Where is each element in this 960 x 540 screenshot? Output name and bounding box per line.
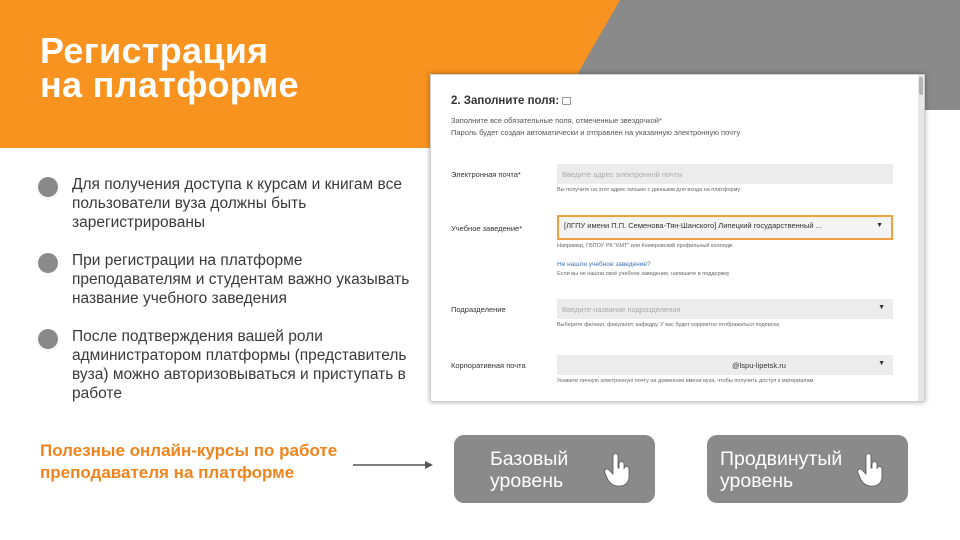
bullet-dot-icon — [38, 253, 58, 273]
corp-email-label: Корпоративная почта — [451, 361, 526, 370]
bullet-item: При регистрации на платформе преподавателям и студентам важно указывать название учебного заведения — [38, 251, 418, 308]
bullet-item: После подтверждения вашей роли администратором платформы (представитель вуза) можно авторизовываться и приступать в работе — [38, 327, 418, 403]
institution-help: Например, ГБПОУ РК "КМТ" или Кемеровский профильный колледж — [557, 243, 733, 249]
corp-email-help: Укажите личную электронную почту на доменном имени вуза, чтобы получить доступ к материалам — [557, 378, 814, 384]
department-label: Подразделение — [451, 305, 506, 314]
missing-institution-link[interactable]: Не нашли учебное заведение? — [557, 261, 651, 268]
institution-link-help: Если вы не нашли своё учебное заведение, напишите в поддержку — [557, 271, 730, 277]
registration-form-screenshot — [430, 74, 925, 402]
advanced-level-line-2: уровень — [720, 470, 794, 492]
help-icon — [562, 97, 571, 105]
form-note-2: Пароль будет создан автоматически и отправлен на указанную электронную почту — [451, 128, 741, 137]
bullet-dot-icon — [38, 177, 58, 197]
chevron-down-icon: ▼ — [878, 304, 885, 311]
title-line-1: Регистрация — [40, 30, 269, 71]
corp-email-select[interactable]: @lspu-lipetsk.ru ▼ — [557, 355, 893, 375]
email-field[interactable]: Введите адрес электронной почты — [557, 164, 893, 184]
pointing-hand-icon — [603, 453, 633, 487]
advanced-level-button[interactable] — [707, 435, 908, 503]
department-select[interactable]: Введите название подразделения ▼ — [557, 299, 893, 319]
institution-select[interactable]: [ЛГПУ имени П.П. Семенова-Тян-Шанского] Липецкий государственный ... ▼ — [557, 215, 893, 240]
department-help: Выберите филиал, факультет, кафедру. У вас будет корректно отображаться подписка — [557, 322, 780, 328]
bullet-item: Для получения доступа к курсам и книгам все пользователи вуза должны быть зарегистрированы — [38, 175, 418, 232]
page-title — [40, 30, 299, 105]
bullet-list — [38, 175, 418, 422]
title-line-2: на платформе — [40, 64, 299, 105]
email-label: Электронная почта* — [451, 170, 521, 179]
email-help: Вы получите на этот адрес письмо с данными для входа на платформу — [557, 187, 741, 193]
form-note-1: Заполните все обязательные поля, отмеченные звездочкой* — [451, 116, 662, 125]
bullet-dot-icon — [38, 329, 58, 349]
pointing-hand-icon — [856, 453, 886, 487]
arrow-right-icon — [353, 459, 433, 471]
basic-level-line-2: уровень — [490, 470, 564, 492]
scrollbar — [918, 75, 924, 401]
basic-level-line-1: Базовый — [490, 448, 569, 470]
useful-courses-text: Полезные онлайн-курсы по работе преподавателя на платформе — [40, 441, 338, 482]
chevron-down-icon: ▼ — [876, 222, 883, 229]
basic-level-button[interactable] — [454, 435, 655, 503]
institution-label: Учебное заведение* — [451, 224, 523, 233]
form-heading: 2. Заполните поля: — [451, 95, 571, 107]
advanced-level-line-1: Продвинутый — [720, 448, 843, 470]
chevron-down-icon: ▼ — [878, 360, 885, 367]
